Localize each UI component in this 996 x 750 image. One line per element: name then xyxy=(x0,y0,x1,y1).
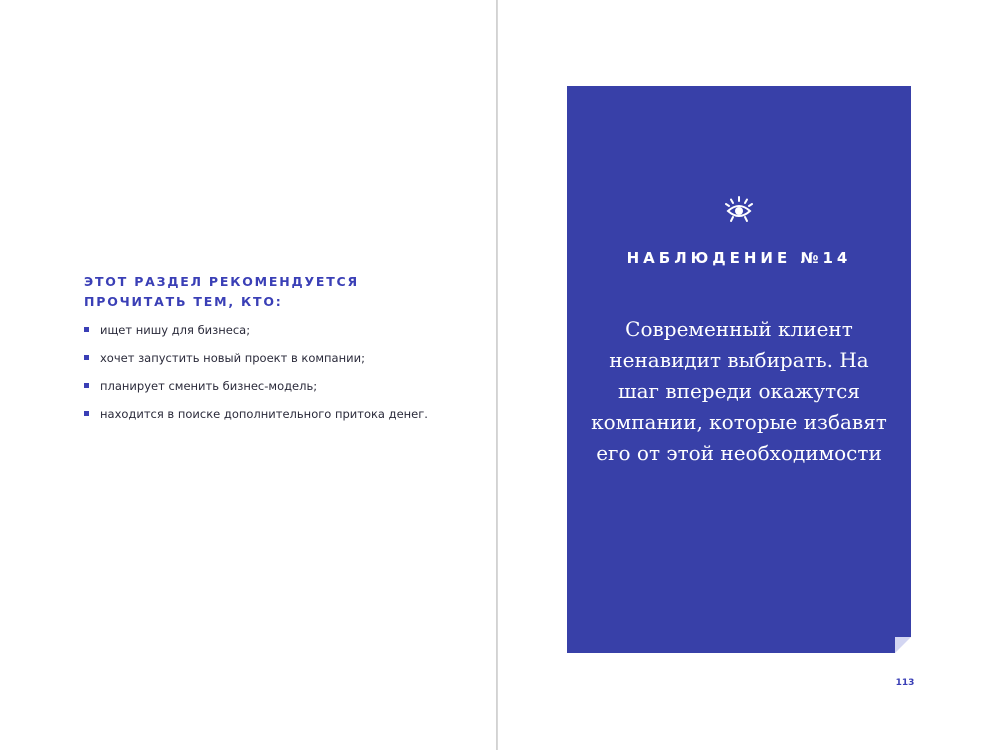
list-item xyxy=(84,377,434,395)
square-bullet-icon xyxy=(84,327,89,332)
square-bullet-icon xyxy=(84,355,89,360)
page-curl xyxy=(895,637,911,653)
card-title: НАБЛЮДЕНИЕ №14 xyxy=(626,249,852,267)
square-bullet-icon xyxy=(84,383,89,388)
audience-list xyxy=(84,321,434,433)
observation-card xyxy=(567,86,911,653)
square-bullet-icon xyxy=(84,411,89,416)
right-page xyxy=(498,0,996,750)
eye-icon xyxy=(725,196,753,224)
list-item-text: ищет нишу для бизнеса; xyxy=(100,323,251,337)
list-item-text: хочет запустить новый проект в компании; xyxy=(100,351,365,365)
page-number: 113 xyxy=(895,678,915,688)
left-page xyxy=(0,0,496,750)
list-item xyxy=(84,321,434,339)
card-quote: Современный клиент ненавидит выбирать. На шаг впереди окажутся компании, которые избавят его от этой необходимости xyxy=(591,317,887,465)
section-heading: ЭТОТ РАЗДЕЛ РЕКОМЕНДУЕТСЯ ПРОЧИТАТЬ ТЕМ, КТО: xyxy=(84,274,359,309)
list-item xyxy=(84,349,434,367)
list-item-text: находится в поиске дополнительного притока денег. xyxy=(100,407,428,421)
list-item xyxy=(84,405,434,423)
list-item-text: планирует сменить бизнес-модель; xyxy=(100,379,318,393)
